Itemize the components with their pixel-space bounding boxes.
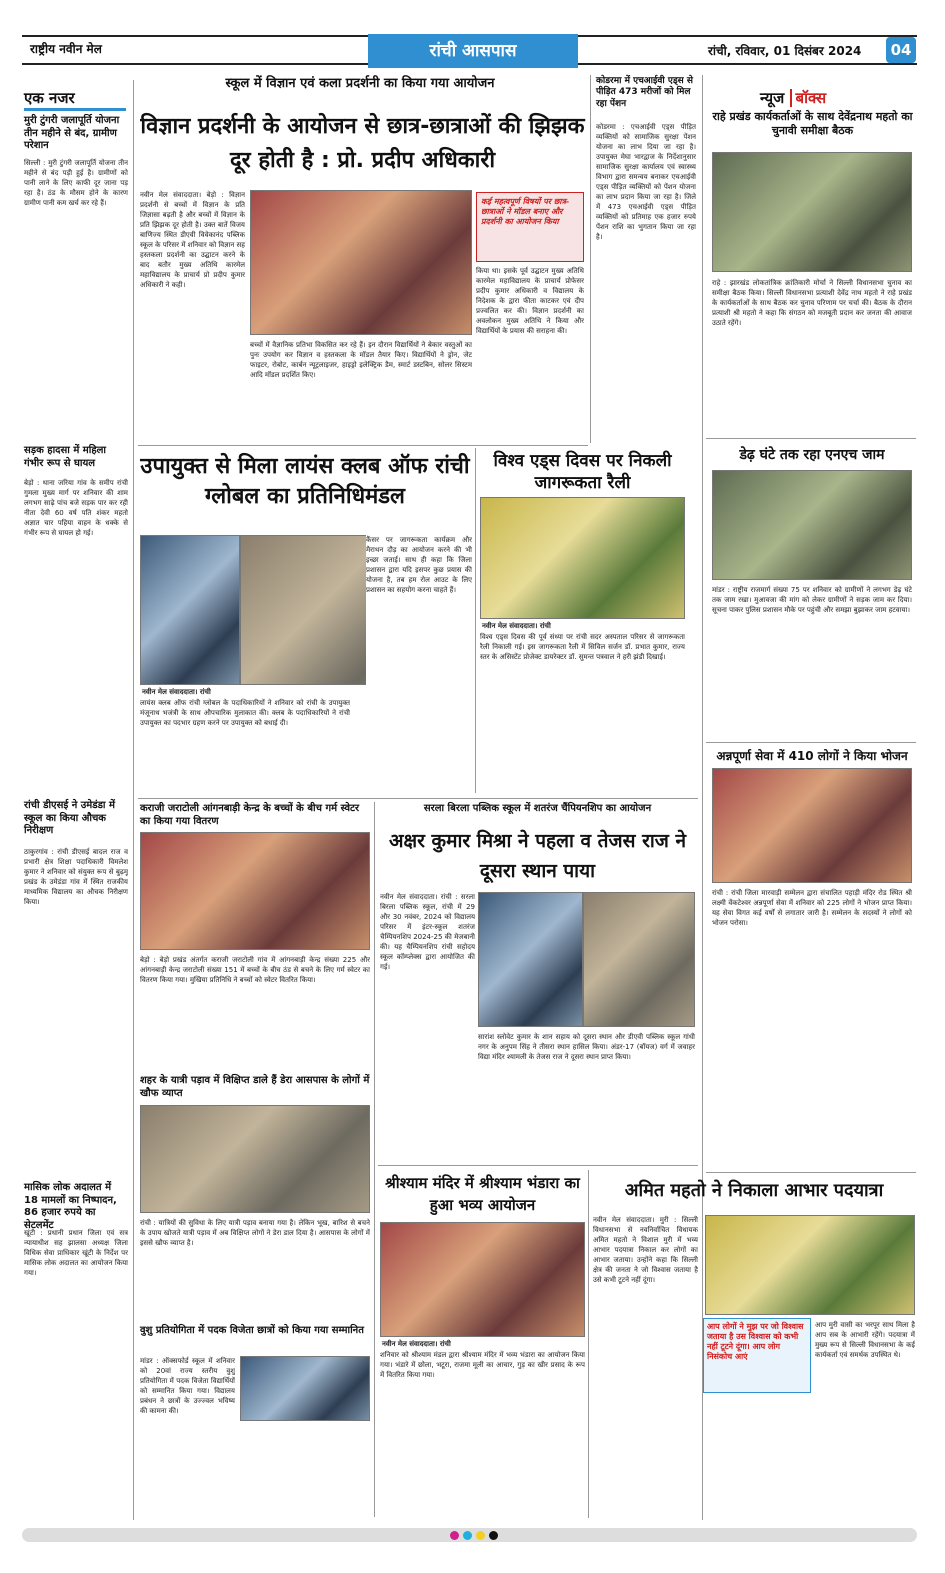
registration-dot-black [489, 1531, 498, 1540]
amit-rally-photo [705, 1215, 915, 1315]
left-item4-body: खूंटी : प्रधानी प्रधान जिला एवं सत्र न्यायाधीश सह झालसा अध्यक्ष जिला विधिक सेवा प्राधिकार खूंटी के निर्देश पर मासिक लोक अदालत का आयोजन किया गया। [24, 1229, 128, 1277]
left-item2-title: सड़क हादसा में महिला गंभीर रूप से घायल [24, 445, 107, 469]
wushu-headline: वुशु प्रतियोगिता में पदक विजेता छात्रों को किया गया सम्मानित [140, 1325, 364, 1336]
rule-mid [138, 798, 698, 799]
annapurna-photo [712, 768, 912, 883]
registration-dot-magenta [450, 1531, 459, 1540]
jam-headline: डेढ़ घंटे तक रहा एनएच जाम [739, 447, 885, 463]
aids-rally-headline: विश्व एड्स दिवस पर निकली जागरूकता रैली [493, 451, 672, 493]
chess-body-2: सारांश स्लोवेट कुमार के शान सहाय को दूसरा स्थान और डीएवी पब्लिक स्कूल गांधी नगर के अनुपम सिंह ने तीसरा स्थान हासिल किया। अंडर-17 (बॉयज) वर्ग में जवाहर विद्या मंदिर श्यामली के तेजस राज ने दूसरा स्थान प्राप्त किया। [478, 1033, 695, 1061]
aids-pension-headline: कोडरमा में एचआईवी एड्स से पीड़ित 473 मरीजों को मिल रहा पेंशन [596, 76, 693, 109]
lead-headline: विज्ञान प्रदर्शनी के आयोजन से छात्र-छात्राओं की झिझक दूर होती है : प्रो. प्रदीप अधिकारी [140, 114, 585, 173]
wushu-photo [240, 1356, 370, 1421]
registration-dot-yellow [476, 1531, 485, 1540]
column-rule-4 [475, 448, 476, 793]
sweater-body: बेड़ो : बेड़ो प्रखंड अंतर्गत कराजी जराटोली गांव में आंगनबाड़ी केन्द्र संख्या 225 और आंगनबाड़ी केन्द्र जराटोली संख्या 151 में बच्चों के बीच ठंड से बचने के लिए गर्म स्वेटर का वितरण किया गया। मुखिया प्रतिनिधि ने बच्चों को स्वेटर वितरित किया। [140, 956, 370, 984]
amit-body-2: आप मुरी वासी का भरपूर साथ मिला है आप सब के आभारी रहेंगे। पदयात्रा में मुख्य रूप से सिल्ली विधानसभा के कई कार्यकर्ता एवं समर्थक उपस्थित थे। [815, 1321, 915, 1359]
column-rule-5 [374, 802, 375, 1517]
sweater-headline: कराजी जराटोली आंगनबाड़ी केन्द्र के बच्चों के बीच गर्म स्वेटर का किया गया वितरण [140, 803, 360, 827]
chess-kicker: सरला बिरला पब्लिक स्कूल में शतरंज चैंपियनशिप का आयोजन [423, 803, 652, 814]
rule-annapurna [706, 1172, 916, 1173]
lions-body-1: लायंस क्लब ऑफ रांची ग्लोबल के पदाधिकारियों ने शनिवार को रांची के उपायुक्त मंजूनाथ भजंत्री के साथ औपचारिक मुलाकात की। क्लब के पदाधिकारियों ने रांची उपायुक्त का पदभार ग्रहण करने पर उपायुक्त को बधाई दी। [140, 699, 350, 727]
wushu-body: मांडर : ऑक्सफोर्ड स्कूल में शनिवार को 20वां राज्य स्तरीय वुशु प्रतियोगिता में पदक विजेता विद्यार्थियों को सम्मानित किया गया। विद्यालय प्रबंधन ने छात्रों के उज्ज्वल भविष्य की कामना की। [140, 1357, 235, 1415]
temple-photo [380, 1222, 585, 1337]
chess-headline: अक्षर कुमार मिश्रा ने पहला व तेजस राज ने दूसरा स्थान पाया [388, 830, 687, 882]
rule-jam [706, 742, 916, 743]
lead-kicker: स्कूल में विज्ञान एवं कला प्रदर्शनी का किया गया आयोजन [225, 76, 495, 91]
left-item2-body: बेड़ो : थाना जरिया गांव के समीप रांची गुमला मुख्य मार्ग पर शनिवार की शाम लगभग साढ़े पांच बजे सड़क पार कर रही नीता देवी 60 वर्ष पति शंकर महतो अज्ञात चार पहिया वाहन के धक्के से गंभीर रूप से घायल हो गई। [24, 479, 128, 537]
news-box-label-accent: बॉक्स [790, 89, 827, 107]
lions-headline: उपायुक्त से मिला लायंस क्लब ऑफ रांची ग्लोबल का प्रतिनिधिमंडल [140, 454, 470, 509]
left-item3-body: ठाकुरगांव : रांची डीएसई बादल राज व प्रभारी क्षेत्र शिक्षा पदाधिकारी विमलेश कुमार ने शनिवार को संयुक्त रूप से बुढ़मू प्रखंड के उमेडंडा गांव में स्थित राजकीय माध्यमिक विद्यालय का औचक निरीक्षण किया। [24, 848, 128, 906]
aids-rally-caption: नवीन मेल संवाददाता। रांची [482, 622, 551, 630]
news-box-body: राहे : झारखंड लोकतांत्रिक क्रांतिकारी मोर्चा ने सिल्ली विधानसभा चुनाव का समीक्षा बैठक किया। सिल्ली विधानसभा प्रत्याशी देवेंद्र नाथ महतो ने राहे प्रखंड के कार्यकर्ताओं के साथ बैठक कर चुनाव परिणाम पर चर्चा की। बैठक के दौरान प्रत्याशी श्री महतो ने कहा कि संगठन को मजबूती प्रदान कर जनता की आवाज उठाते रहेंगे। [712, 279, 912, 327]
left-item1-title: मुरी टुंगरी जलापूर्ति योजना तीन महीने से बंद, ग्रामीण परेशान [24, 115, 120, 151]
left-item3-title: रांची डीएसई ने उमेडंडा में स्कूल का किया औचक निरीक्षण [24, 800, 115, 836]
lead-highlight: कई महत्वपूर्ण विषयों पर छात्र-छात्राओं ने मॉडल बनाए और प्रदर्शनी का आयोजन किया [481, 197, 570, 226]
amit-headline: अमित महतो ने निकाला आभार पदयात्रा [624, 1180, 884, 1201]
rule-chess [378, 1165, 698, 1166]
aids-rally-photo [480, 497, 685, 619]
fog-headline: शहर के यात्री पड़ाव में विक्षिप्त डाले हैं डेरा आसपास के लोगों में खौफ व्याप्त [140, 1075, 370, 1099]
chess-photo-1 [478, 892, 583, 1027]
amit-body: नवीन मेल संवाददाता। मुरी : सिल्ली विधानसभा से नवनिर्वाचित विधायक अमित महतो ने विशाल मुरी में भव्य आभार पदयात्रा निकाल कर लोगों का आभार जताया। उन्होंने कहा कि सिल्ली क्षेत्र की जनता ने जो विश्वास जताया है उसे कभी टूटने नहीं दूंगा। [593, 1216, 698, 1284]
fog-photo [140, 1105, 370, 1213]
news-box-label-plain: न्यूज [760, 89, 785, 107]
lead-highlight-box [476, 192, 584, 262]
annapurna-body: रांची : रांची जिला मारवाड़ी सम्मेलन द्वारा संचालित पहाड़ी मंदिर रोड स्थित श्री लक्ष्मी वेंकटेश्वर अन्नपूर्णा सेवा में शनिवार को 225 लोगों ने भोजन प्राप्त किया। यह सेवा विगत कई वर्षों से लगातार जारी है। सम्मेलन के सदस्यों ने लोगों को भोजन परोसा। [712, 889, 912, 927]
review-meeting-photo [712, 152, 912, 272]
lead-body-2: बच्चों में वैज्ञानिक प्रतिभा विकसित कर रहे हैं। इन दौरान विद्यार्थियों ने बेकार वस्तुओं का पुनः उपयोग कर विज्ञान व हस्तकला के मॉडल तैयार किए। विद्यार्थियों ने ड्रोन, जेट फाइटर, रोबोट, कार्बन न्यूट्रलाइजर, हाइड्रो इलेक्ट्रिक डैम, स्मार्ट डस्टबिन, सोलर सिस्टम आदि मॉडल प्रदर्शित किए। [250, 341, 472, 379]
jam-photo [712, 470, 912, 580]
aids-rally-body: विश्व एड्स दिवस की पूर्व संध्या पर रांची सदर अस्पताल परिसर से जागरूकता रैली निकाली गई। इस जागरूकता रैली में सिविल सर्जन डॉ. प्रभात कुमार, राज्य स्तर के असिस्टेंट प्रोजेक्ट डायरेक्टर डॉ. सुमन्त पत्रवाल ने हरी झंडी दिखाई। [480, 633, 685, 661]
news-box-label [760, 88, 826, 108]
lions-caption: नवीन मेल संवाददाता। रांची [142, 688, 211, 696]
aids-pension-body: कोडरमा : एचआईवी एड्स पीड़ित व्यक्तियों को सामाजिक सुरक्षा पेंशन योजना का लाभ दिया जा रहा है। उपायुक्त मेघा भारद्वाज के निर्देशानुसार सामाजिक सुरक्षा कार्यालय एवं स्वास्थ्य विभाग द्वारा समन्वय बनाकर एचआईवी एड्स पीड़ित व्यक्तियों को पेंशन योजना का लाभ प्रदान किया जा रहा है। जिले में 473 एचआईवी एड्स पीड़ित व्यक्तियों को प्रतिमाह एक हजार रुपये पेंशन राशि का भुगतान किया जा रहा है। [596, 123, 696, 241]
ek-nazar-underline [24, 108, 126, 111]
lead-body-3: किया था। इसके पूर्व उद्घाटन मुख्य अतिथि कारमेल महाविद्यालय के प्राचार्य प्रोफेसर प्रदीप कुमार अधिकारी व विद्यालय के निदेशक के द्वारा फीता काटकर एवं दीप प्रज्वलित कर की। विज्ञान प्रदर्शनी का अवलोकन मुख्य अतिथि ने किया और विद्यार्थियों के प्रयास की सराहना की। [476, 267, 584, 335]
left-item4-title: मासिक लोक अदालत में 18 मामलों का निष्पादन, 86 हजार रुपये का सेटलमेंट [24, 1182, 117, 1231]
temple-body: शनिवार को श्रीश्याम मंडल द्वारा श्रीश्याम मंदिर में भव्य भंडारा का आयोजन किया गया। भंडारे में छोला, भटूरा, राजमा मूली का आचार, गुड़ का खीर प्रसाद के रूप में वितरित किया गया। [380, 1351, 585, 1379]
column-rule-2 [590, 75, 591, 443]
news-box-headline: राहे प्रखंड कार्यकर्ताओं के साथ देवेंद्रनाथ महतो का चुनावी समीक्षा बैठक [712, 110, 913, 137]
lead-body-1: नवीन मेल संवाददाता। बेड़ो : विज्ञान प्रदर्शनी से बच्चों में विज्ञान के प्रति जिज्ञासा बढ़ती है और बच्चों में विज्ञान के प्रति झिझक दूर होती है। उक्त बातें विजय बाणिज्य स्थित डीएवी विवेकानंद पब्लिक स्कूल के परिसर में शनिवार को विज्ञान सह हस्तकला प्रदर्शनी का उद्घाटन करने के बाद बतौर मुख्य अतिथि कारमेल महाविद्यालय के प्राचार्य प्रो प्रदीप कुमार अधिकारी ने कही। [140, 191, 245, 289]
rule-lead-bottom [138, 445, 588, 446]
left-item1-body: सिल्ली : मुरी टुंगरी जलापूर्ति योजना तीन महीने से बंद पड़ी हुई है। ग्रामीणों को पानी लाने के लिए काफी दूर जाना पड़ रहा है। ठंड के मौसम होने के कारण ग्रामीण पानी कम खर्च कर रहे हैं। [24, 159, 128, 207]
rule-news-box [706, 438, 916, 439]
lions-photo [140, 535, 240, 685]
issue-date: रांची, रविवार, 01 दिसंबर 2024 [708, 44, 862, 58]
section-title: रांची आसपास [368, 34, 578, 68]
fog-body: रांची : यात्रियों की सुविधा के लिए यात्री पड़ाव बनाया गया है। लेकिन भूख, बारिश से बचने के उपाय खोजते यात्री पड़ाव में अब विक्षिप्त लोगों ने डेरा डाल दिया है। आसपास के लोगों में इससे खौफ व्याप्त है। [140, 1219, 370, 1247]
temple-caption: नवीन मेल संवाददाता। रांची [382, 1340, 451, 1348]
temple-headline: श्रीश्याम मंदिर में श्रीश्याम भंडारा का हुआ भव्य आयोजन [385, 1174, 580, 1214]
paper-name: राष्ट्रीय नवीन मेल [30, 42, 102, 56]
annapurna-headline: अन्नपूर्णा सेवा में 410 लोगों ने किया भोजन [716, 749, 908, 763]
column-rule-3 [702, 75, 703, 1520]
amit-quote-box [703, 1318, 811, 1393]
science-exhibition-photo [250, 190, 472, 335]
ek-nazar-heading [24, 88, 75, 108]
jam-body: मांडर : राष्ट्रीय राजमार्ग संख्या 75 पर शनिवार को ग्रामीणों ने लगभग डेढ़ घंटे तक जाम रखा। मुआवजा की मांग को लेकर ग्रामीणों ने सड़क जाम कर दिया। सूचना पाकर पुलिस प्रशासन मौके पर पहुंची और समझा बुझाकर जाम हटवाया। [712, 586, 912, 614]
column-rule-1 [133, 80, 134, 1520]
chess-body: नवीन मेल संवाददाता। रांची : सरला बिरला पब्लिक स्कूल, रांची में 29 और 30 नवंबर, 2024 को विद्यालय परिसर में इंटर-स्कूल शतरंज चैम्पियनशिप 2024-25 की मेजबानी की। यह चैम्पियनशिप रांची सहोदय स्कूल कॉम्प्लेक्स द्वारा आयोजित की गई। [380, 893, 475, 971]
amit-quote: आप लोगों ने मुझ पर जो विश्वास जताया है उस विश्वास को कभी नहीं टूटने दूंगा। आप लोग निसंकोच आएं [707, 1322, 804, 1361]
column-rule-6 [588, 1170, 589, 1518]
page-number: 04 [886, 37, 916, 63]
registration-dot-cyan [463, 1531, 472, 1540]
chess-photo-2 [583, 892, 695, 1027]
ek-nazar-label: एक नजर [24, 89, 75, 107]
lions-body-2: कैंसर पर जागरूकता कार्यक्रम और मैराथन दौड़ का आयोजन करने की भी इच्छा जताई। साथ ही कहा कि जिला प्रशासन द्वारा यदि इसपर कुछ प्रयास की योजना है, तब हम रोल आउट के लिए प्रशासन का सहयोग करना चाहते हैं। [366, 535, 472, 795]
sweater-photo [140, 832, 370, 950]
